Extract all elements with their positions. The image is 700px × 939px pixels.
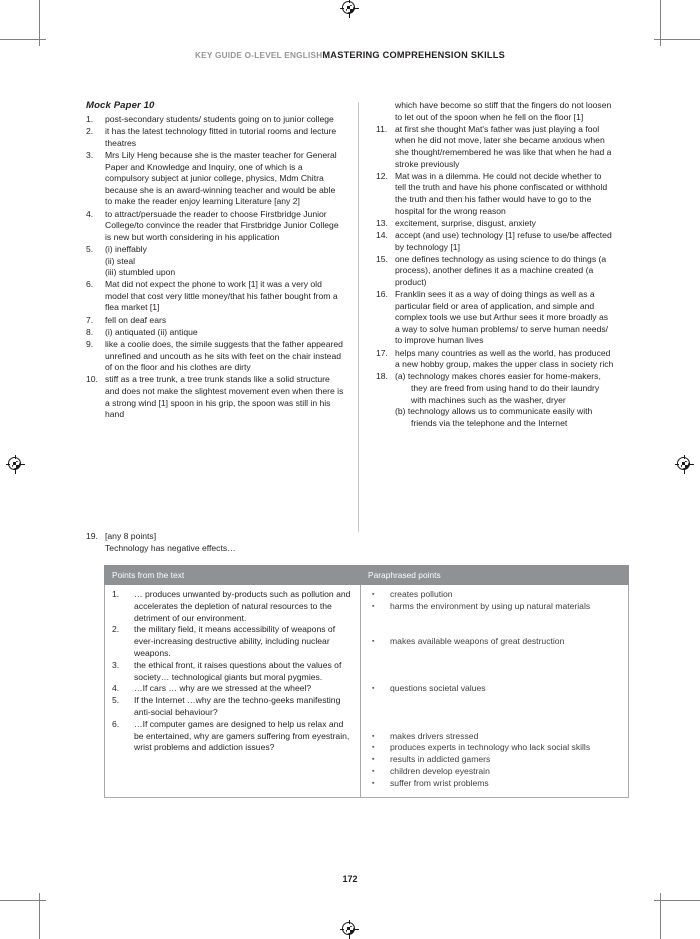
list-item (368, 754, 622, 766)
column-divider-rule (358, 102, 359, 532)
list-item (368, 766, 622, 778)
answer-item (86, 150, 344, 208)
crop-mark-top-right (660, 0, 661, 46)
answer-item (86, 114, 344, 126)
item-text: excitement, surprise, disgust, anxiety (395, 217, 536, 228)
item-subline: (a) technology makes chores easier for home-makers, they are freed from using hand to do their laundry with machines such as the washer, dryer (395, 371, 601, 405)
list-item (112, 695, 354, 719)
right-answer-list (376, 124, 614, 430)
column-header-points-from-text: Points from the text (105, 566, 361, 585)
item-text: questions societal values (390, 683, 486, 694)
answer-item (376, 289, 614, 347)
answer-item-19 (86, 531, 614, 554)
list-item (112, 683, 354, 695)
list-spacer (368, 613, 622, 637)
item-text: results in addicted gamers (390, 754, 491, 765)
bullet-icon: ▪ (372, 591, 375, 598)
list-item (368, 636, 622, 648)
item-text: harms the environment by using up natural materials (390, 600, 591, 611)
list-item (112, 624, 354, 659)
registration-mark-left (8, 457, 23, 472)
list-item (368, 589, 622, 601)
item-number: 15. (376, 253, 388, 264)
list-spacer (368, 648, 622, 672)
points-from-text-list (112, 589, 354, 754)
item-text: Franklin sees it as a way of doing things as well as a particular field or area of application, and simple and complex tools we use but Arthur sees it more broadly as a way to solve human problems/ to serve human needs/ to improve human lives (395, 289, 609, 346)
answer-item (376, 230, 614, 253)
list-item (368, 601, 622, 613)
item-text: fell on deaf ears (105, 314, 167, 325)
item-number: 17. (376, 347, 388, 358)
running-header (0, 50, 700, 60)
cell-content (105, 585, 360, 761)
answer-item (86, 327, 344, 339)
bullet-icon: ▪ (372, 685, 375, 693)
answer-item (86, 126, 344, 149)
list-item (112, 589, 354, 624)
list-item (368, 731, 622, 743)
item-number: 8. (86, 326, 94, 337)
answer-item (376, 124, 614, 170)
registration-mark-right (677, 457, 692, 472)
page-number: 172 (342, 874, 358, 884)
item-number: 12. (376, 170, 388, 181)
page-title: Mock Paper 10 (86, 100, 155, 111)
table-header-row (105, 566, 629, 585)
item-text: produces experts in technology who lack social skills (390, 742, 591, 753)
item-number: 18. (376, 371, 388, 382)
item-number: 1. (86, 114, 94, 124)
item-text: Mrs Lily Heng because she is the master teacher for General Paper and Knowledge and Inquiry, one of which is a compulsory subject at junior college, physics, Mdm Chitra because she is an award-winning teacher and would be able to make the reader enjoy learning Literature [any 2] (105, 149, 337, 207)
item-number: 6. (86, 279, 94, 290)
column-header-paraphrased-points: Paraphrased points (361, 566, 629, 585)
continued-answer-text: which have become so stiff that the fingers do not loosen to let out of the spoon when he fell on the floor [1] (395, 100, 612, 122)
item-number: 7. (86, 314, 94, 325)
list-item (112, 660, 354, 684)
table-row (105, 585, 629, 798)
list-item (368, 683, 622, 695)
item-text: …If computer games are designed to help us relax and be entertained, why are gamers suffering from eyestrain, wrist problems and addiction issues? (134, 718, 350, 753)
item-text: accept (and use) technology [1] refuse to use/be affected by technology [1] (395, 229, 612, 252)
answer-item (86, 279, 344, 314)
bullet-icon: ▪ (372, 756, 375, 764)
item-text: post-secondary students/ students going on to junior college (105, 114, 334, 124)
list-item (368, 742, 622, 754)
bullet-icon: ▪ (372, 638, 375, 646)
cell-points-from-text (105, 585, 361, 798)
answer-item (376, 171, 614, 217)
bullet-icon: ▪ (372, 767, 375, 775)
answer-item (376, 371, 614, 429)
running-header-series: KEY GUIDE O-LEVEL ENGLISH (194, 51, 323, 60)
item-text: If the Internet …why are the techno-geeks manifesting anti-social behaviour? (134, 695, 341, 717)
item-number: 14. (376, 229, 388, 240)
item-number: 1. (112, 589, 120, 599)
item-text: to attract/persuade the reader to choose Firstbridge Junior College/to convince the reader that Firstbridge Junior College is new but worth considering in his application (105, 208, 339, 242)
answer-item (86, 315, 344, 327)
item-text: at first she thought Mat's father was just playing a fool when he did not move, later she became anxious when she thought/remembered he was like that when he had a stroke previously (395, 123, 612, 169)
item-19-body (86, 531, 614, 554)
item-subline: (b) technology allows us to communicate easily with friends via the telephone and the Internet (395, 406, 593, 428)
registration-mark-bottom (342, 922, 357, 937)
list-spacer (368, 695, 622, 719)
bullet-icon: ▪ (372, 779, 375, 787)
item-subline: (ii) steal (105, 255, 136, 266)
crop-mark-top-left (39, 0, 40, 46)
answer-item (86, 209, 344, 244)
item-number: 3. (112, 659, 120, 670)
item-number: 13. (376, 217, 388, 228)
item-subline: (iii) stumbled upon (105, 267, 176, 278)
answer-item (86, 339, 344, 374)
left-answer-column (86, 100, 344, 421)
item-number: 4. (86, 208, 94, 219)
item-text: makes drivers stressed (390, 730, 479, 741)
answer-item (86, 374, 344, 420)
bullet-icon: ▪ (372, 744, 375, 752)
item-text: suffer from wrist problems (390, 777, 489, 788)
answer-item (86, 244, 344, 279)
points-table (104, 565, 629, 798)
crop-mark-bottom-right (660, 893, 661, 939)
registration-mark-top (342, 1, 357, 16)
cell-content (361, 585, 628, 797)
answer-item (376, 218, 614, 230)
list-spacer (368, 672, 622, 684)
item-text: like a coolie does, the simile suggests that the father appeared unrefined and uncouth as he sits with feet on the chair instead of on the floor and his clothes are dirty (105, 339, 343, 373)
item-text: (i) antiquated (ii) antique (105, 326, 198, 337)
item-text: … produces unwanted by-products such as pollution and accelerates the depletion of natural resources to the detriment of our environment. (134, 589, 351, 623)
item-19-line-2: Technology has negative effects… (105, 542, 236, 553)
list-item (368, 778, 622, 790)
item-text: Mat was in a dilemma. He could not decide whether to tell the truth and have his phone confiscated or withhold the truth and then his father would have to go to the hospital for the wrong reason (395, 170, 608, 216)
list-item (112, 719, 354, 754)
item-number: 11. (376, 123, 388, 134)
item-text: the military field, it means accessibility of weapons of ever-increasing destructive ability, including nuclear weapons. (134, 624, 336, 658)
item-text: creates pollution (390, 589, 453, 599)
item-subline: (i) ineffably (105, 243, 147, 254)
item-text: Mat did not expect the phone to work [1] it was a very old model that cost very little money/that his father bought from a flea market [1] (105, 279, 338, 313)
item-text: stiff as a tree trunk, a tree trunk stands like a solid structure and does not make the slightest movement even when there is a strong wind [1] spoon in his grip, the spoon was still in his hand (105, 374, 344, 420)
item-number: 2. (86, 126, 94, 137)
item-text: the ethical front, it raises questions about the values of society… technological giants but moral pygmies. (134, 659, 342, 682)
right-answer-column (376, 100, 614, 430)
bullet-icon: ▪ (372, 732, 375, 740)
answer-item (376, 254, 614, 289)
left-answer-list (86, 114, 344, 421)
item-number: 19. (86, 531, 98, 541)
item-number: 10. (86, 374, 98, 385)
answer-columns (86, 100, 614, 535)
list-spacer (368, 719, 622, 731)
table-body (105, 585, 629, 798)
table-header (105, 566, 629, 585)
crop-mark-bottom-left (39, 893, 40, 939)
bullet-icon: ▪ (372, 602, 375, 610)
item-text: …If cars … why are we stressed at the wheel? (134, 683, 312, 694)
item-text: children develop eyestrain (390, 765, 490, 776)
item-text: helps many countries as well as the world, has produced a new hobby group, makes the upper class in society rich (395, 347, 614, 370)
item-number: 9. (86, 339, 94, 350)
running-header-title: MASTERING COMPREHENSION SKILLS (322, 50, 505, 60)
item-number: 5. (86, 243, 94, 254)
cell-paraphrased-points (361, 585, 629, 798)
item-number: 5. (112, 695, 120, 706)
paraphrased-points-list (368, 589, 622, 790)
item-number: 2. (112, 624, 120, 635)
item-text: it has the latest technology fitted in tutorial rooms and lecture theatres (105, 126, 337, 148)
answer-item (376, 348, 614, 371)
item-19-line-1: [any 8 points] (105, 531, 157, 541)
item-text: makes available weapons of great destruction (390, 636, 565, 647)
item-number: 6. (112, 718, 120, 729)
item-number: 4. (112, 683, 120, 694)
item-number: 16. (376, 289, 388, 300)
item-number: 3. (86, 149, 94, 160)
item-text: one defines technology as using science to do things (a process), another defines it as a machine created (a product) (395, 253, 607, 287)
